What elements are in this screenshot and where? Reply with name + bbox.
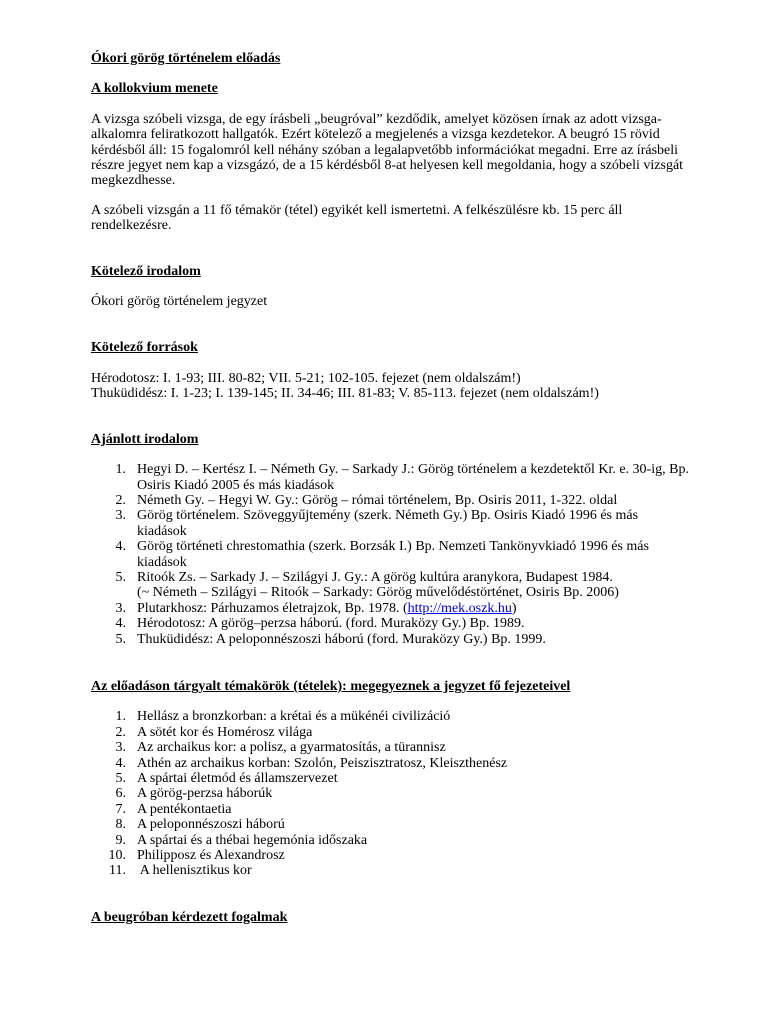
list-item-number: 4. (115, 539, 126, 555)
list-item-text: Thuküdidész: A peloponnészoszi háború (ford. Muraközy Gy.) Bp. 1999. (137, 631, 546, 647)
list-item-text: A pentékontaetia (137, 801, 232, 817)
forras-line-thukudidesz: Thuküdidész: I. 1-23; I. 139-145; II. 34-46; III. 81-83; V. 85-113. fejezet (nem oldalszám!) (91, 386, 599, 402)
kollokvium-heading: A kollokvium menete (91, 81, 218, 97)
ajanlott-irodalom-list (91, 462, 691, 585)
list-item-number: 7. (115, 801, 126, 817)
list-item (91, 616, 691, 631)
kotelezo-irodalom-heading: Kötelező irodalom (91, 263, 201, 279)
list-item-text: A görög-perzsa háborúk (137, 786, 273, 802)
list-item-text: Görög történeti chrestomathia (szerk. Borzsák I.) Bp. Nemzeti Tankönyvkiadó 1996 és más kiadások (137, 539, 649, 570)
list-item-number: 4. (115, 755, 126, 771)
document-page (91, 51, 691, 925)
list-item-text: Philipposz és Alexandrosz (137, 848, 285, 864)
list-item-number: 8. (115, 817, 126, 833)
list-item-text: Hellász a bronzkorban: a krétai és a mükénéi civilizáció (137, 709, 451, 725)
list-item (91, 756, 691, 771)
list-item-text: Az archaikus kor: a polisz, a gyarmatosítás, a türannisz (137, 740, 446, 756)
list-item-number: 3. (115, 600, 126, 616)
list-item-text: A sötét kor és Homérosz világa (137, 724, 313, 740)
list-item-number: 2. (115, 724, 126, 740)
list-item (91, 601, 691, 616)
list-item-number: 4. (115, 616, 126, 632)
list-item-number: 5. (115, 631, 126, 647)
list-item (91, 833, 691, 848)
list-item-text: A spártai és a thébai hegemónia időszaka (137, 832, 368, 848)
list-item-text: A peloponnészoszi háború (137, 817, 285, 833)
list-item (91, 817, 691, 832)
list-item-number: 5. (115, 771, 126, 786)
list-item-text: Hegyi D. – Kertész I. – Németh Gy. – Sarkady J.: Görög történelem a kezdetektől Kr. e. 30-ig, Bp. Osiris Kiadó 2005 és más kiadások (137, 462, 689, 493)
kollokvium-paragraph-2: A szóbeli vizsgán a 11 fő témakör (tétel) egyikét kell ismertetni. A felkészülésre kb. 15 perc áll rendelkezésre. (91, 202, 623, 234)
list-item (91, 539, 691, 570)
list-item (91, 786, 691, 801)
list-item (91, 462, 691, 493)
list-item-text: Németh Gy. – Hegyi W. Gy.: Görög – római történelem, Bp. Osiris 2011, 1-322. oldal (137, 492, 618, 508)
list-item-number: 10. (108, 848, 126, 864)
list-item-number: 3. (115, 740, 126, 756)
list-item-number: 2. (115, 492, 126, 508)
list-item-text: Ritoók Zs. – Sarkady J. – Szilágyi J. Gy.: A görög kultúra aranykora, Budapest 1984. (137, 569, 613, 585)
list-item (91, 508, 691, 539)
list-item (91, 709, 691, 724)
list-item-text: A spártai életmód és államszervezet (137, 771, 338, 786)
list-item (91, 771, 691, 786)
temakorok-heading: Az előadáson tárgyalt témakörök (tételek): megegyeznek a jegyzet fő fejezeteivel (91, 678, 571, 694)
list-item (91, 740, 691, 755)
forras-line-herodotosz: Hérodotosz: I. 1-93; III. 80-82; VII. 5-21; 102-105. fejezet (nem oldalszám!) (91, 370, 521, 386)
document-title: Ókori görög történelem előadás (91, 51, 281, 66)
list-item-text: Hérodotosz: A görög–perzsa háború. (ford. Muraközy Gy.) Bp. 1989. (137, 616, 525, 632)
list-item (91, 632, 691, 647)
list-item (91, 493, 691, 508)
list-item-number: 5. (115, 569, 126, 585)
kollokvium-paragraph-1: A vizsga szóbeli vizsga, de egy írásbeli „beugróval” kezdődik, amelyet közösen írnak az adott vizsga-alkalomra feliratkozott hallgatók. Ezért kötelező a megjelenés a vizsga kezdetekor. A beugró 15 rövid kérdésből áll: 15 fogalomról kell néhány szóban a legalapvetőbb információkat megadni. Erre az írásbeli részre jegyet nem kap a vizsgázó, de a 15 kérdésből 8-at helyesen kell megoldania, hogy a szóbeli vizsgát megkezdhesse. (91, 111, 684, 189)
list-item-text: Athén az archaikus korban: Szolón, Peiszisztratosz, Kleiszthenész (137, 755, 508, 771)
ajanlott-irodalom-sub-note: (~ Németh – Szilágyi – Ritoók – Sarkady: Görög művelődéstörténet, Osiris Bp. 2006) (137, 585, 619, 601)
list-item-number: 11. (109, 863, 126, 879)
list-item (91, 848, 691, 863)
list-item-text-suffix: ) (511, 600, 517, 616)
list-item (91, 570, 691, 585)
ajanlott-irodalom-heading: Ajánlott irodalom (91, 431, 199, 447)
list-item-number: 6. (115, 786, 126, 802)
list-item (91, 802, 691, 817)
ajanlott-irodalom-list-continued (91, 601, 691, 647)
kotelezo-irodalom-text: Ókori görög történelem jegyzet (91, 294, 268, 310)
list-item-number: 1. (115, 709, 126, 725)
list-item (91, 725, 691, 740)
list-item (91, 863, 691, 878)
list-item-text: A hellenisztikus kor (137, 863, 252, 879)
list-item-number: 9. (115, 832, 126, 848)
list-item-text: Görög történelem. Szöveggyűjtemény (szerk. Németh Gy.) Bp. Osiris Kiadó 1996 és más kiadások (137, 508, 639, 539)
list-item-number: 3. (115, 508, 126, 524)
beugro-heading: A beugróban kérdezett fogalmak (91, 909, 288, 925)
list-item-text: Plutarkhosz: Párhuzamos életrajzok, Bp. 1978. ( (137, 600, 408, 616)
temakorok-list (91, 709, 691, 878)
kotelezo-forrasok-heading: Kötelező források (91, 340, 198, 356)
mek-link[interactable]: http://mek.oszk.hu (407, 600, 512, 616)
list-item-number: 1. (115, 462, 126, 478)
